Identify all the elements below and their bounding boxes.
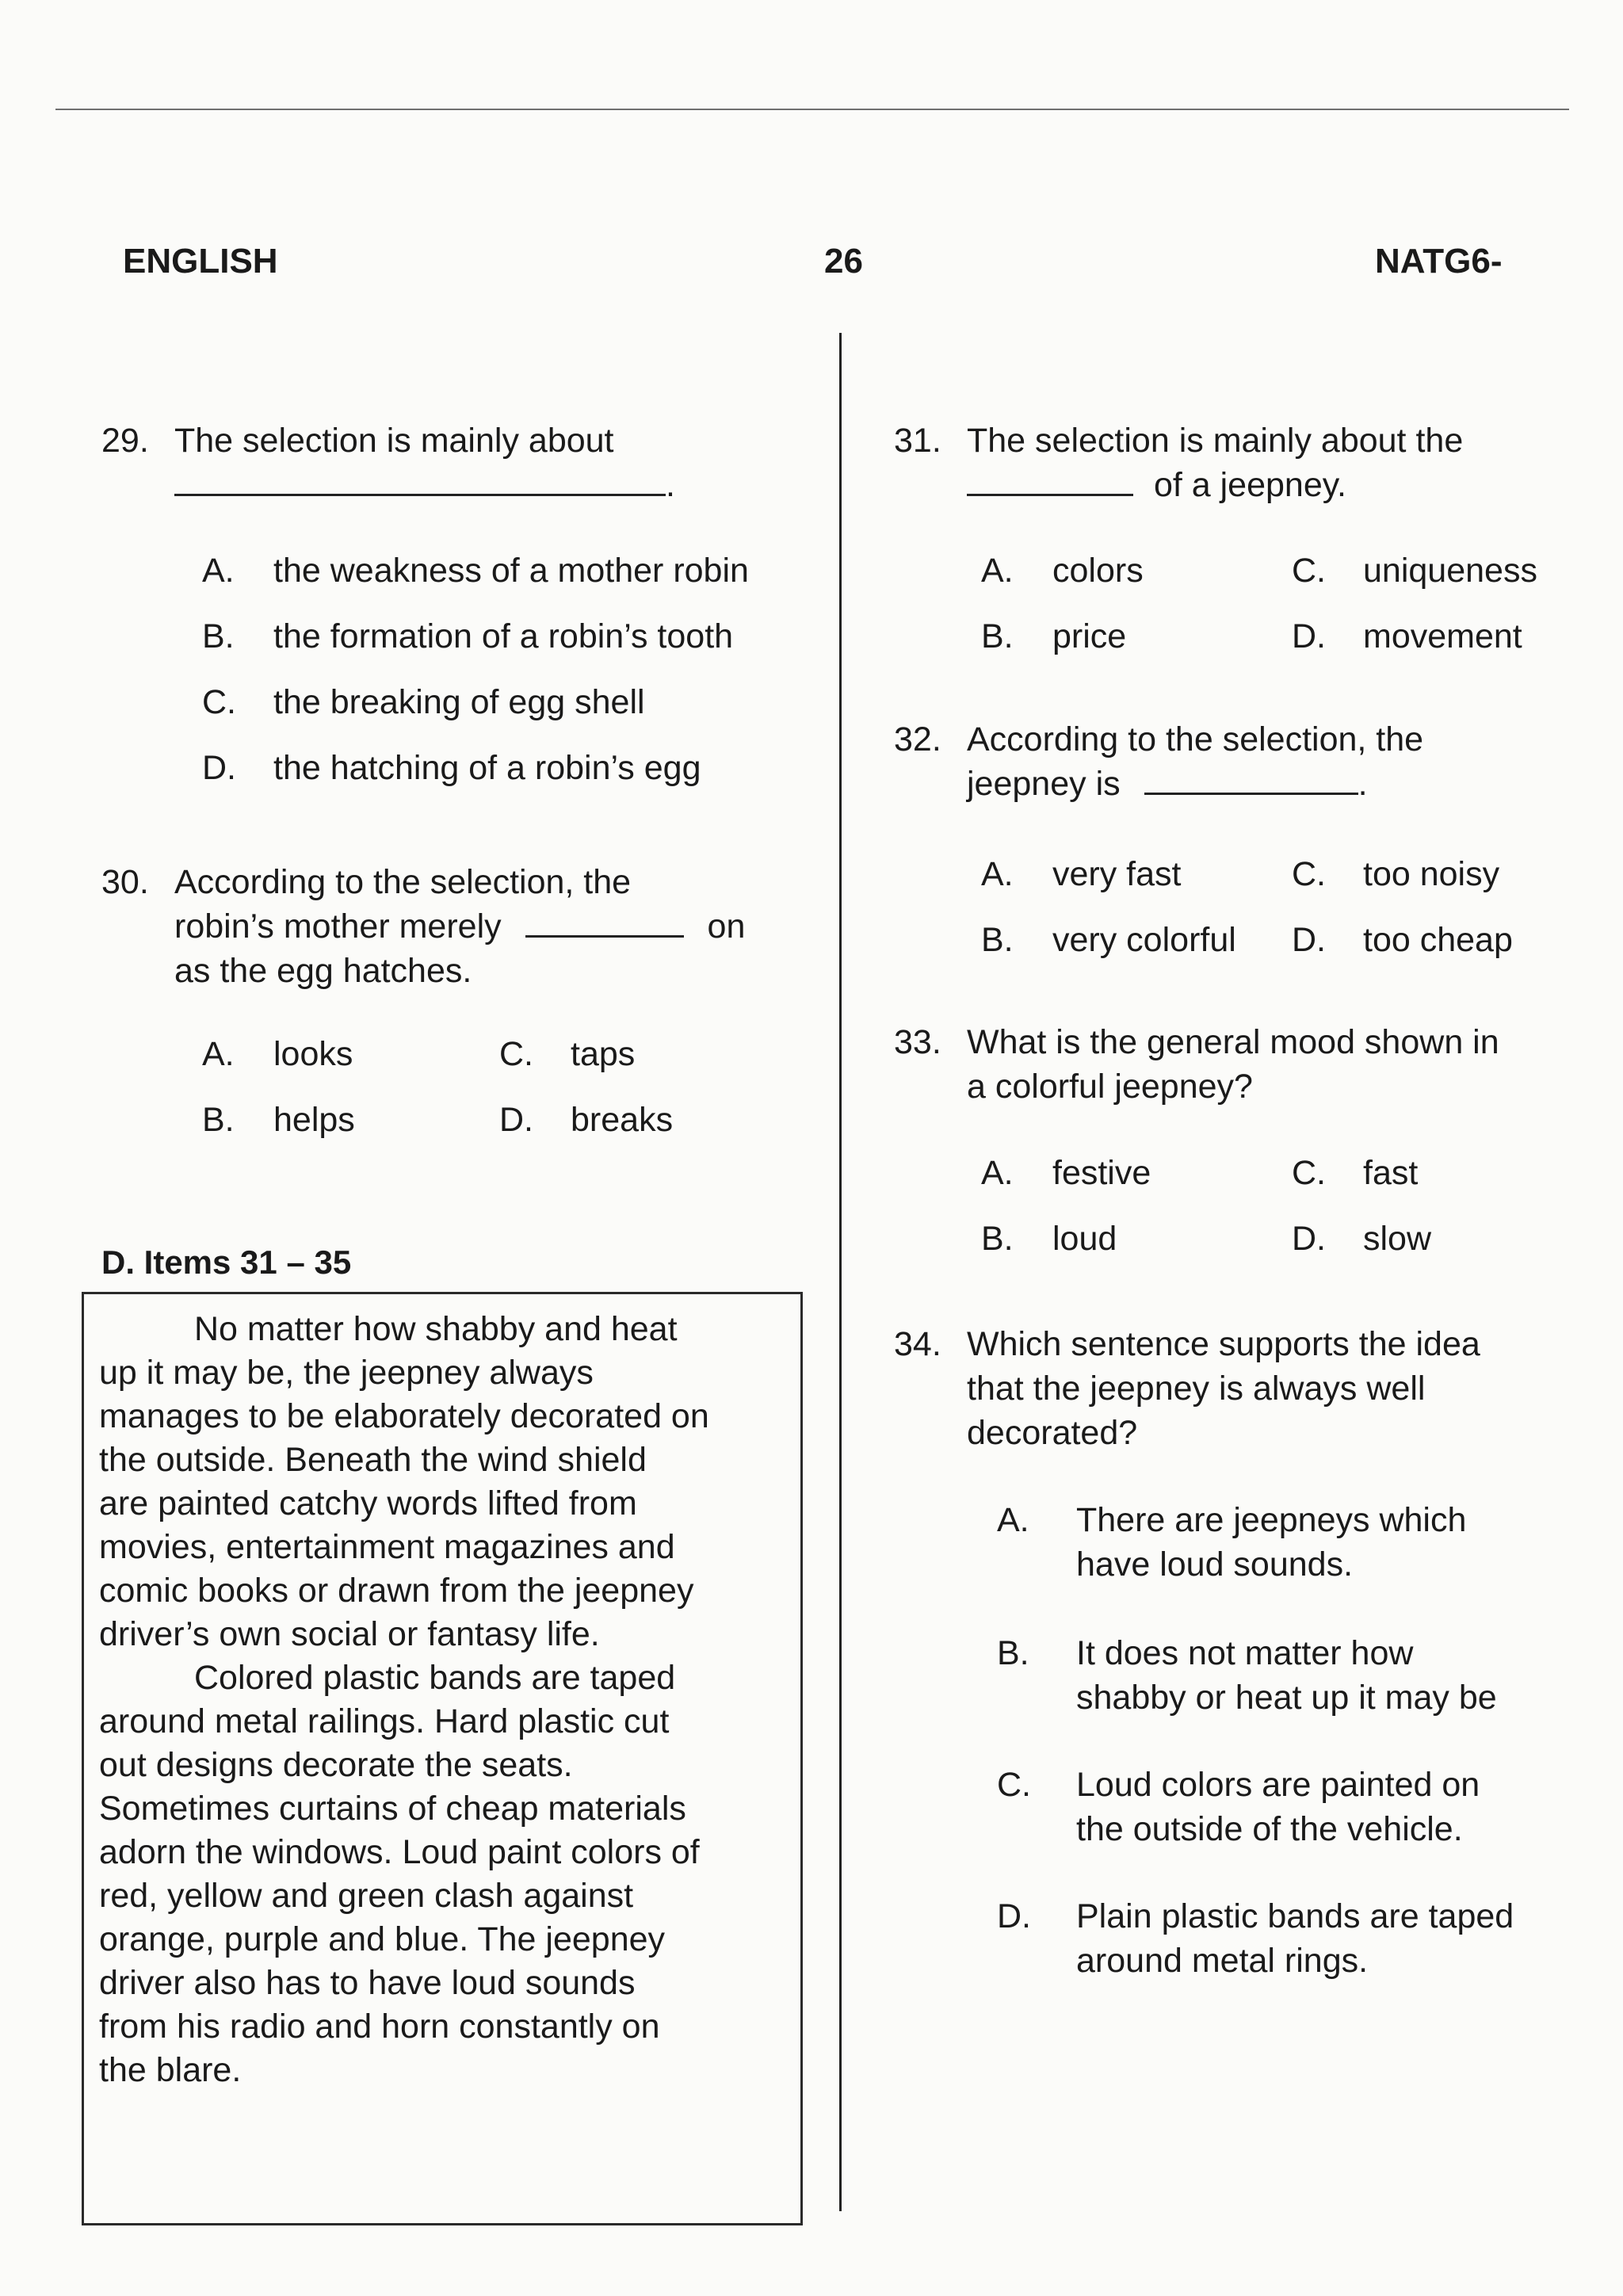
option-letter: B. xyxy=(981,617,1014,655)
option-text-line-2: shabby or heat up it may be xyxy=(1076,1679,1497,1717)
passage-line: movies, entertainment magazines and xyxy=(99,1528,675,1566)
question-stem-line-2 xyxy=(967,463,1346,507)
passage-line: are painted catchy words lifted from xyxy=(99,1484,637,1522)
option-text: the weakness of a mother robin xyxy=(273,552,749,590)
option-text: very colorful xyxy=(1052,921,1236,959)
passage-line: the blare. xyxy=(99,2051,242,2089)
passage-line: comic books or drawn from the jeepney xyxy=(99,1572,694,1610)
question-stem: The selection is mainly about the xyxy=(967,422,1464,460)
option-letter: D. xyxy=(499,1101,533,1139)
option-letter: C. xyxy=(1292,552,1326,590)
option-text: fast xyxy=(1363,1154,1419,1192)
option-text: too noisy xyxy=(1363,855,1500,893)
option-text: looks xyxy=(273,1035,353,1073)
option-text: very fast xyxy=(1052,855,1182,893)
question-stem-line-3: decorated? xyxy=(967,1414,1138,1452)
option-text: the breaking of egg shell xyxy=(273,683,645,721)
question-stem: The selection is mainly about xyxy=(174,422,614,460)
question-number: 34. xyxy=(894,1325,941,1363)
question-stem-line-2 xyxy=(174,904,745,949)
question-stem: Which sentence supports the idea xyxy=(967,1325,1480,1363)
stem-text: jeepney is xyxy=(967,765,1121,803)
option-letter: B. xyxy=(202,1101,235,1139)
option-letter: D. xyxy=(1292,617,1326,655)
option-text: helps xyxy=(273,1101,355,1139)
question-number: 30. xyxy=(101,863,149,901)
option-letter: D. xyxy=(997,1897,1031,1935)
question-stem: According to the selection, the xyxy=(174,863,632,901)
option-text: too cheap xyxy=(1363,921,1513,959)
option-text: uniqueness xyxy=(1363,552,1537,590)
option-text: Plain plastic bands are taped xyxy=(1076,1897,1514,1935)
question-stem: What is the general mood shown in xyxy=(967,1023,1499,1061)
test-code: NATG6- xyxy=(1375,242,1503,281)
option-letter: B. xyxy=(997,1634,1029,1672)
passage-line: Colored plastic bands are taped xyxy=(194,1659,676,1697)
passage-line: around metal railings. Hard plastic cut xyxy=(99,1702,670,1740)
option-text: Loud colors are painted on xyxy=(1076,1766,1480,1804)
option-text: breaks xyxy=(571,1101,674,1139)
option-text-line-2: the outside of the vehicle. xyxy=(1076,1810,1463,1848)
question-stem-line-3: as the egg hatches. xyxy=(174,952,472,990)
option-text-line-2: around metal rings. xyxy=(1076,1942,1369,1980)
subject-header: ENGLISH xyxy=(123,242,278,281)
passage-line: adorn the windows. Loud paint colors of xyxy=(99,1833,700,1871)
option-letter: C. xyxy=(1292,855,1326,893)
passage-line: the outside. Beneath the wind shield xyxy=(99,1441,647,1479)
passage-line: from his radio and horn constantly on xyxy=(99,2008,660,2046)
option-letter: C. xyxy=(1292,1154,1326,1192)
question-number: 33. xyxy=(894,1023,941,1061)
option-letter: A. xyxy=(981,552,1014,590)
option-text: slow xyxy=(1363,1220,1432,1258)
passage-line: up it may be, the jeepney always xyxy=(99,1354,594,1392)
answer-blank: . xyxy=(174,463,675,507)
page-number: 26 xyxy=(824,242,863,281)
option-letter: C. xyxy=(499,1035,533,1073)
question-stem-line-2: that the jeepney is always well xyxy=(967,1370,1426,1408)
option-text: colors xyxy=(1052,552,1144,590)
answer-blank xyxy=(1144,762,1358,795)
option-letter: D. xyxy=(1292,1220,1326,1258)
question-number: 29. xyxy=(101,422,149,460)
question-33 xyxy=(894,1020,1591,1115)
option-text: the formation of a robin’s tooth xyxy=(273,617,734,655)
option-letter: B. xyxy=(981,921,1014,959)
passage-line: out designs decorate the seats. xyxy=(99,1746,573,1784)
option-text: It does not matter how xyxy=(1076,1634,1414,1672)
option-text: taps xyxy=(571,1035,636,1073)
section-title: D. Items 31 – 35 xyxy=(101,1244,352,1281)
option-text: movement xyxy=(1363,617,1522,655)
passage-line: driver’s own social or fantasy life. xyxy=(99,1615,600,1653)
passage-line: No matter how shabby and heat xyxy=(194,1310,678,1348)
option-letter: A. xyxy=(981,1154,1014,1192)
option-letter: A. xyxy=(202,1035,235,1073)
stem-text: on xyxy=(707,907,746,946)
answer-blank xyxy=(525,905,684,938)
option-letter: A. xyxy=(997,1501,1029,1539)
question-29 xyxy=(101,418,815,514)
column-divider xyxy=(839,333,842,2211)
answer-blank xyxy=(967,464,1133,496)
question-stem-line-2: a colorful jeepney? xyxy=(967,1068,1253,1106)
passage-line: red, yellow and green clash against xyxy=(99,1877,634,1915)
option-text: There are jeepneys which xyxy=(1076,1501,1467,1539)
option-text: price xyxy=(1052,617,1127,655)
passage-line: Sometimes curtains of cheap materials xyxy=(99,1790,686,1828)
question-32 xyxy=(894,717,1591,812)
question-stem-line-2: jeepney is . xyxy=(967,762,1368,806)
option-letter: B. xyxy=(981,1220,1014,1258)
passage-line: orange, purple and blue. The jeepney xyxy=(99,1920,666,1958)
option-letter: D. xyxy=(202,749,236,787)
question-number: 31. xyxy=(894,422,941,460)
stem-text: of a jeepney. xyxy=(1153,466,1347,504)
question-31 xyxy=(894,418,1591,514)
option-letter: C. xyxy=(997,1766,1031,1804)
question-34 xyxy=(894,1322,1591,1457)
question-number: 32. xyxy=(894,720,941,758)
option-letter: D. xyxy=(1292,921,1326,959)
option-letter: A. xyxy=(202,552,235,590)
option-letter: A. xyxy=(981,855,1014,893)
option-letter: B. xyxy=(202,617,235,655)
option-text: the hatching of a robin’s egg xyxy=(273,749,701,787)
option-text: festive xyxy=(1052,1154,1151,1192)
passage-line: driver also has to have loud sounds xyxy=(99,1964,636,2002)
option-letter: C. xyxy=(202,683,236,721)
top-rule xyxy=(55,109,1569,110)
stem-text: robin’s mother merely xyxy=(174,907,502,946)
question-30 xyxy=(101,860,815,995)
option-text: loud xyxy=(1052,1220,1117,1258)
passage-line: manages to be elaborately decorated on xyxy=(99,1397,709,1435)
option-text-line-2: have loud sounds. xyxy=(1076,1545,1354,1584)
question-stem: According to the selection, the xyxy=(967,720,1424,758)
